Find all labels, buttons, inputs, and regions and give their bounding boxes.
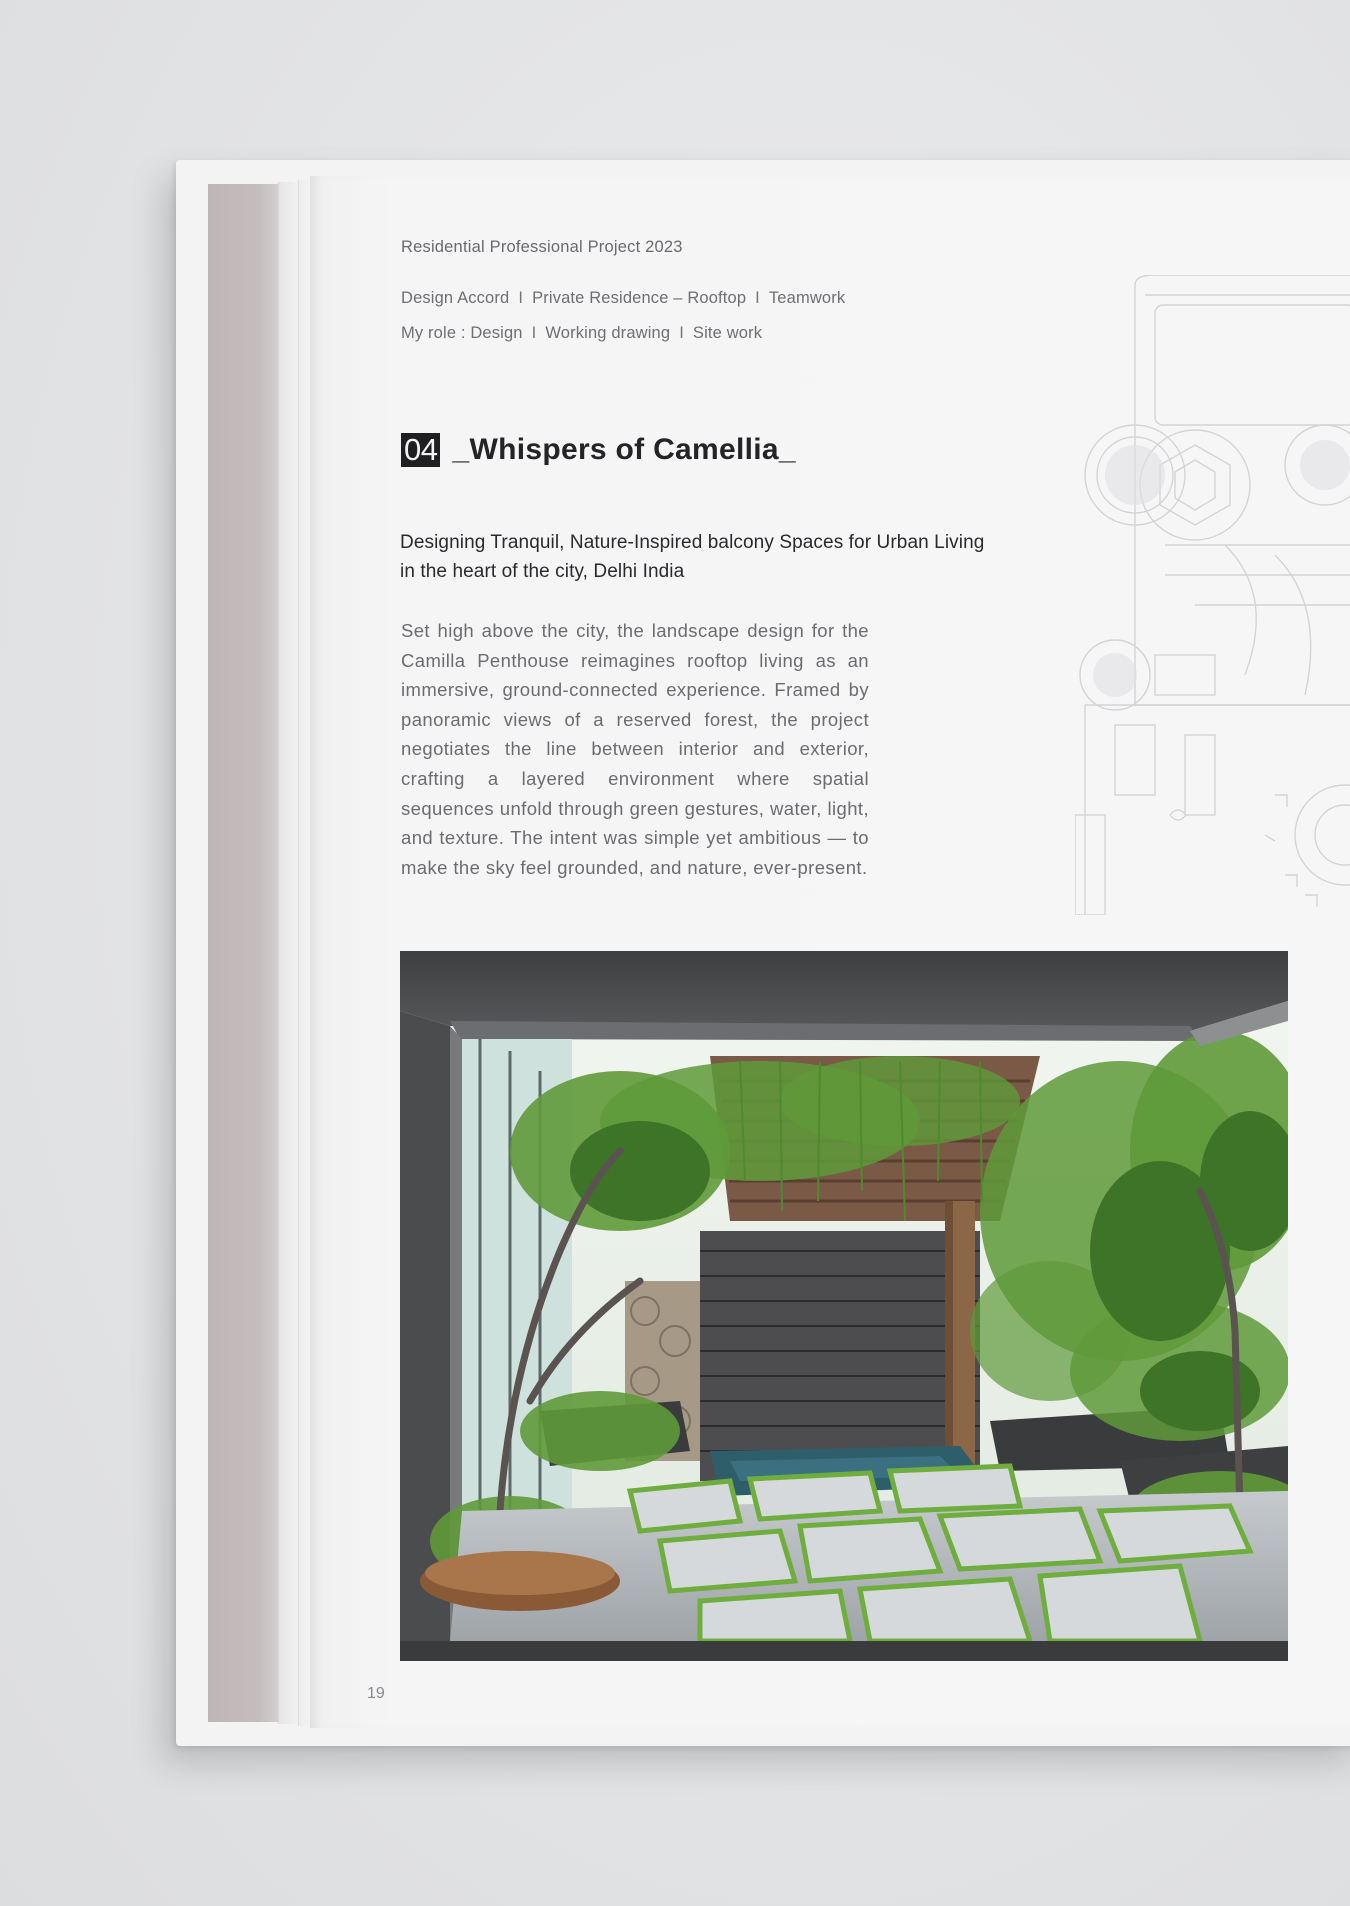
- rooftop-garden-render: [400, 951, 1288, 1661]
- project-meta-line: [401, 289, 845, 308]
- meta-separator: I: [531, 324, 537, 342]
- meta-project-type: Private Residence – Rooftop: [532, 289, 747, 307]
- project-number-badge: 04: [401, 433, 440, 467]
- project-kicker: Residential Professional Project 2023: [401, 238, 683, 256]
- site-plan-illustration: [1075, 275, 1350, 915]
- meta-role-site: Site work: [692, 324, 763, 342]
- book-spine: [208, 184, 280, 1722]
- project-title: _Whispers of Camellia_: [452, 433, 796, 466]
- meta-separator: I: [755, 289, 760, 307]
- project-description: Set high above the city, the landscape design for the Camilla Penthouse reimagines rooftop living as an immersive, ground-connected experience. Framed by panoramic views of a reserved forest, the project negotiates the line between interior and exterior, crafting a layered environment where spatial sequences unfold through green gestures, water, light, and texture. The intent was simple yet ambitious — to make the sky feel grounded, and nature, ever-present.: [401, 620, 869, 878]
- meta-separator: I: [679, 324, 684, 342]
- project-subtitle-location: in the heart of the city, Delhi India: [400, 561, 685, 582]
- page-number: 19: [367, 1685, 385, 1702]
- page-title: [401, 432, 796, 468]
- project-subtitle: Designing Tranquil, Nature-Inspired balcony Spaces for Urban Living: [400, 532, 985, 553]
- meta-firm: Design Accord: [401, 289, 510, 307]
- page-edge: [278, 182, 299, 1724]
- meta-role-drawing: Working drawing: [545, 324, 671, 342]
- meta-team: Teamwork: [768, 289, 846, 307]
- meta-role: My role : Design: [401, 324, 523, 342]
- meta-separator: I: [518, 289, 524, 307]
- project-role-line: [401, 324, 762, 343]
